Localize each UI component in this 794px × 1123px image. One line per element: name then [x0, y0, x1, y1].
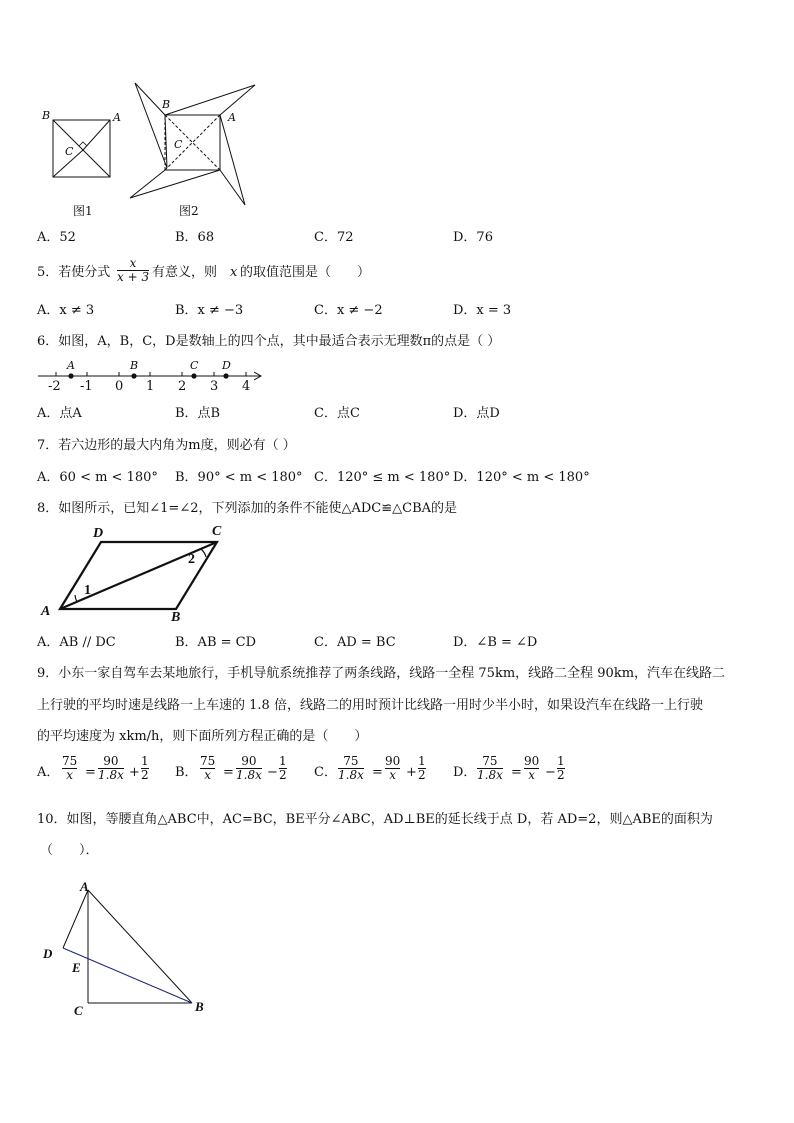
q9-d-frac-3 [557, 755, 565, 781]
q9-option-c-label: C． [314, 765, 337, 780]
q10-line-1: 10．如图，等腰直角△ABC中，AC=BC，BE平分∠ABC，AD⊥BE的延长线于点 D，若 AD=2，则△ABE的面积为 [37, 812, 713, 827]
q8-label-a: A [41, 604, 51, 619]
q9-a-frac-2 [98, 755, 124, 781]
tick-label: 0 [115, 379, 124, 394]
point-b-label: B [130, 359, 139, 372]
tick-label: 4 [242, 379, 251, 394]
q6-option-a: A．点A [37, 406, 82, 421]
q5-variable: x [230, 265, 238, 280]
q9-c-frac-2 [385, 755, 400, 781]
q9-option-d-label: D． [453, 765, 477, 780]
point-a-label: A [67, 359, 75, 372]
fig2-label-c: C [174, 138, 183, 151]
plus-sign: + [129, 765, 140, 780]
q8-label-d: D [93, 526, 104, 541]
q7-option-a: A．60 < m < 180° [37, 470, 158, 485]
angle-2-label: 2 [188, 552, 195, 567]
frac-num: 1 [557, 754, 565, 768]
minus-sign: − [545, 765, 556, 780]
frac-den: 1.8x [477, 767, 503, 782]
frac-num: 1 [279, 754, 287, 768]
tick-label: -2 [48, 379, 61, 394]
q9-c-frac-3 [418, 755, 426, 781]
parallelogram-figure [55, 535, 245, 625]
q5-option-a: A．x ≠ 3 [37, 303, 95, 318]
point-d-label: D [222, 359, 231, 372]
frac-den: 2 [557, 767, 565, 782]
q7-option-b: B．90° < m < 180° [175, 470, 303, 485]
q8-label-c: C [212, 524, 222, 539]
q9-a-frac-1 [62, 755, 77, 781]
q8-label-b: B [171, 610, 181, 625]
angle-1-label: 1 [84, 583, 91, 598]
point-c-label: C [190, 359, 199, 372]
equals-sign: = [372, 765, 383, 780]
fig1-label-a: A [113, 111, 121, 124]
figure-2-pinwheel [125, 80, 275, 210]
plus-sign: + [406, 765, 417, 780]
q4-option-b: B．68 [175, 230, 215, 245]
q5-option-b: B．x ≠ −3 [175, 303, 244, 318]
q7-option-c: C．120° ≤ m < 180° [314, 470, 451, 485]
q9-line-1: 9．小东一家自驾车去某地旅行，手机导航系统推荐了两条线路，线路一全程 75km，线路二全程 90km，汽车在线路二 [37, 666, 726, 681]
q6-stem: 6．如图，A，B，C，D是数轴上的四个点，其中最适合表示无理数π的点是（ ） [37, 334, 501, 349]
q8-option-a: A．AB // DC [37, 635, 116, 650]
q6-option-c: C．点C [314, 406, 360, 421]
frac-num: 90 [524, 754, 540, 768]
frac-den: x [389, 767, 397, 782]
tick-label: 1 [146, 379, 155, 394]
fig1-label-b: B [42, 109, 51, 122]
q8-option-b: B．AB = CD [175, 635, 257, 650]
tick-label: -1 [80, 379, 93, 394]
q9-line-2: 上行驶的平均时速是线路一上车速的 1.8 倍，线路二的用时预计比线路一用时少半小时，如果设汽车在线路一上行驶 [37, 698, 703, 713]
q9-a-frac-3 [141, 755, 149, 781]
q9-option-a-label: A． [37, 765, 60, 780]
q8-stem: 8．如图所示，已知∠1=∠2，下列添加的条件不能使△ADC≌△CBA的是 [37, 501, 458, 516]
q5-denominator: x + 3 [117, 269, 150, 284]
frac-num: 90 [103, 754, 119, 768]
figure-2-caption: 图2 [179, 204, 199, 218]
equals-sign: = [85, 765, 96, 780]
equals-sign: = [223, 765, 234, 780]
frac-num: 1 [141, 754, 149, 768]
equals-sign: = [511, 765, 522, 780]
frac-num: 1 [418, 754, 426, 768]
q9-d-frac-1 [477, 755, 503, 781]
q5-numerator: x [129, 256, 137, 270]
q5-stem-end: 的取值范围是（ ） [240, 265, 371, 280]
q9-c-frac-1 [338, 755, 364, 781]
q5-stem-mid: 有意义，则 [152, 265, 218, 280]
q10-label-c: C [74, 1003, 83, 1018]
frac-num: 75 [482, 754, 498, 768]
frac-num: 90 [241, 754, 257, 768]
fig1-label-c: C [65, 145, 74, 158]
q7-stem: 7．若六边形的最大内角为m度，则必有（ ） [37, 438, 296, 453]
q8-option-d: D．∠B = ∠D [453, 635, 538, 650]
frac-den: 1.8x [236, 767, 262, 782]
q9-b-frac-1 [200, 755, 215, 781]
q7-option-d: D．120° < m < 180° [453, 470, 590, 485]
q6-option-d: D．点D [453, 406, 500, 421]
frac-num: 75 [200, 754, 216, 768]
frac-den: 1.8x [338, 767, 364, 782]
q5-option-c: C．x ≠ −2 [314, 303, 383, 318]
q9-b-frac-3 [279, 755, 287, 781]
tick-label: 2 [178, 379, 187, 394]
fig2-label-b: B [162, 98, 171, 111]
q10-label-e: E [72, 960, 81, 975]
frac-den: 2 [279, 767, 287, 782]
q5-option-d: D．x = 3 [453, 303, 512, 318]
frac-den: 2 [141, 767, 149, 782]
q5-fraction [117, 257, 149, 283]
q10-label-a: A [80, 879, 89, 894]
minus-sign: − [267, 765, 278, 780]
q9-b-frac-2 [236, 755, 262, 781]
frac-num: 90 [385, 754, 401, 768]
q10-label-b: B [195, 999, 204, 1014]
frac-den: 1.8x [98, 767, 124, 782]
frac-num: 75 [62, 754, 78, 768]
q4-option-c: C．72 [314, 230, 354, 245]
q6-option-b: B．点B [175, 406, 221, 421]
frac-den: x [204, 767, 212, 782]
q10-line-2: （ ）． [40, 843, 99, 858]
tick-label: 3 [210, 379, 219, 394]
q10-label-d: D [43, 946, 53, 961]
q9-option-b-label: B． [175, 765, 198, 780]
q4-option-d: D．76 [453, 230, 493, 245]
q5-stem-prefix: 5．若使分式 [37, 265, 111, 280]
frac-den: x [66, 767, 74, 782]
q9-line-3: 的平均速度为 xkm/h，则下面所列方程正确的是（ ） [37, 729, 368, 744]
frac-den: 2 [418, 767, 426, 782]
q9-d-frac-2 [524, 755, 539, 781]
fig2-label-a: A [228, 111, 236, 124]
q8-option-c: C．AD = BC [314, 635, 396, 650]
figure-1-caption: 图1 [73, 204, 93, 218]
frac-num: 75 [343, 754, 359, 768]
frac-den: x [528, 767, 536, 782]
q4-option-a: A．52 [37, 230, 76, 245]
